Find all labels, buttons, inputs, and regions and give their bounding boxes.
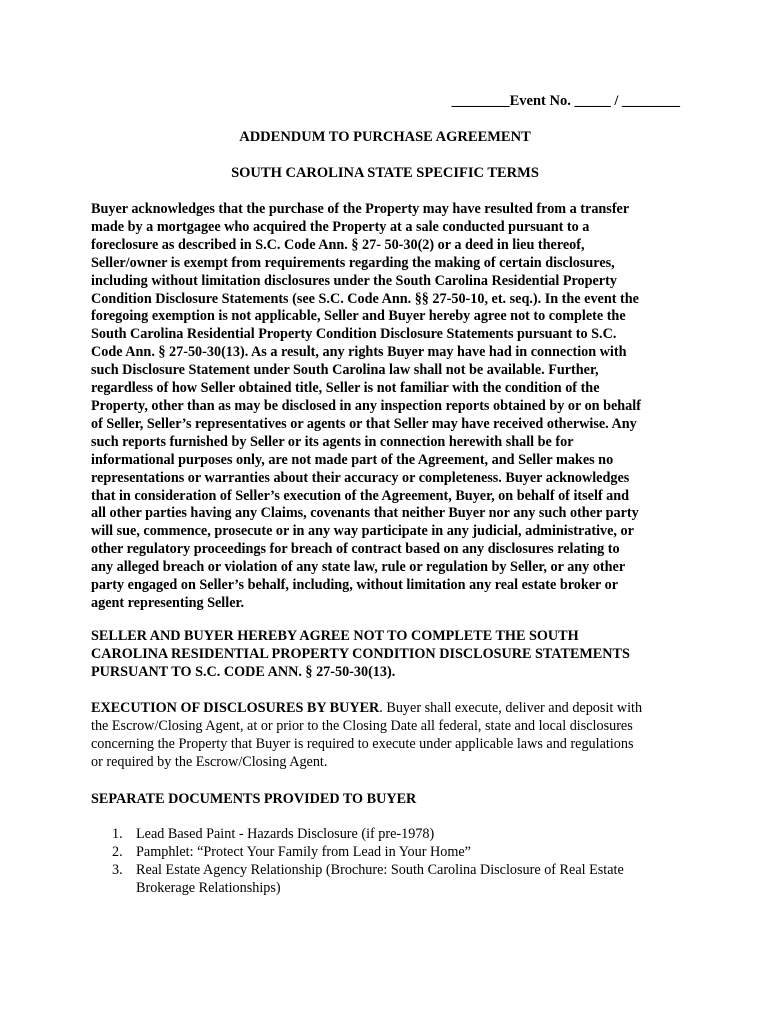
document-subtitle: SOUTH CAROLINA STATE SPECIFIC TERMS bbox=[231, 165, 539, 181]
paragraph-line: made by a mortgagee who acquired the Property at a sale conducted pursuant to a bbox=[91, 218, 590, 235]
list-item-text: Pamphlet: “Protect Your Family from Lead in Your Home” bbox=[136, 843, 471, 860]
paragraph-line: Condition Disclosure Statements (see S.C. Code Ann. §§ 27-50-10, et. seq.). In the event the bbox=[91, 290, 639, 307]
paragraph-line: Property, other than as may be disclosed in any inspection reports obtained by or on behalf bbox=[91, 397, 641, 414]
execution-text: . Buyer shall execute, deliver and deposit with bbox=[379, 700, 643, 716]
execution-heading: EXECUTION OF DISCLOSURES BY BUYER bbox=[91, 700, 380, 716]
document-title: ADDENDUM TO PURCHASE AGREEMENT bbox=[239, 129, 531, 145]
paragraph-line: such reports furnished by Seller or its agents in connection herewith shall be for bbox=[91, 433, 574, 450]
paragraph-line: concerning the Property that Buyer is required to execute under applicable laws and regulations bbox=[91, 735, 634, 752]
paragraph-line: informational purposes only, are not made part of the Agreement, and Seller makes no bbox=[91, 451, 614, 468]
list-item-text: Lead Based Paint - Hazards Disclosure (if pre-1978) bbox=[136, 826, 435, 842]
paragraph-line: Seller/owner is exempt from requirements regarding the making of certain disclosures, bbox=[91, 254, 615, 271]
paragraph-line: SELLER AND BUYER HEREBY AGREE NOT TO COMPLETE THE SOUTH bbox=[91, 628, 579, 644]
paragraph-line: representations or warranties about their accuracy or completeness. Buyer acknowledges bbox=[91, 469, 630, 486]
paragraph-line: other regulatory proceedings for breach of contract based on any disclosures relating to bbox=[91, 541, 620, 558]
paragraph-line: party engaged on Seller’s behalf, including, without limitation any real estate broker or bbox=[91, 577, 619, 594]
paragraph-line: South Carolina Residential Property Condition Disclosure Statements pursuant to S.C. bbox=[91, 326, 617, 343]
list-item-number: 1. bbox=[112, 826, 123, 842]
event-number-line: ________Event No. _____ / ________ bbox=[451, 93, 680, 109]
paragraph-line: Buyer acknowledges that the purchase of the Property may have resulted from a transfer bbox=[91, 201, 630, 217]
list-item-number: 2. bbox=[112, 843, 123, 860]
paragraph-line bbox=[91, 700, 691, 718]
paragraph-line: including without limitation disclosures under the South Carolina Residential Property bbox=[91, 272, 617, 289]
list-item bbox=[91, 844, 624, 862]
no-disclosure-agreement-paragraph bbox=[91, 628, 691, 682]
paragraph-line: such Disclosure Statement under South Carolina law shall not be available. Further, bbox=[91, 362, 599, 379]
separate-documents-list bbox=[91, 826, 624, 898]
list-item-number: 3. bbox=[112, 861, 123, 878]
paragraph-line: PURSUANT TO S.C. CODE ANN. § 27-50-30(13). bbox=[91, 663, 396, 680]
list-item-text: Real Estate Agency Relationship (Brochure: South Carolina Disclosure of Real Estate bbox=[136, 861, 624, 878]
list-item bbox=[91, 862, 624, 898]
list-item-text-continuation: Brokerage Relationships) bbox=[136, 879, 281, 896]
paragraph-line: foregoing exemption is not applicable, Seller and Buyer hereby agree not to complete the bbox=[91, 308, 626, 325]
paragraph-line: any alleged breach or violation of any state law, rule or regulation by Seller, or any other bbox=[91, 559, 626, 576]
paragraph-line: agent representing Seller. bbox=[91, 594, 245, 611]
buyer-acknowledgment-paragraph bbox=[91, 201, 691, 613]
paragraph-line: foreclosure as described in S.C. Code Ann. § 27- 50-30(2) or a deed in lieu thereof, bbox=[91, 236, 585, 253]
execution-of-disclosures-paragraph bbox=[91, 700, 691, 772]
paragraph-line: of Seller, Seller’s representatives or agents or that Seller may have received otherwise. Any bbox=[91, 415, 637, 432]
paragraph-line: or required by the Escrow/Closing Agent. bbox=[91, 753, 328, 770]
paragraph-line: regardless of how Seller obtained title, Seller is not familiar with the condition of the bbox=[91, 380, 600, 397]
paragraph-line: that in consideration of Seller’s execution of the Agreement, Buyer, on behalf of itself and bbox=[91, 487, 630, 504]
paragraph-line: CAROLINA RESIDENTIAL PROPERTY CONDITION DISCLOSURE STATEMENTS bbox=[91, 645, 630, 662]
separate-documents-heading: SEPARATE DOCUMENTS PROVIDED TO BUYER bbox=[91, 791, 417, 807]
paragraph-line: will sue, commence, prosecute or in any way participate in any judicial, administrative, or bbox=[91, 523, 634, 540]
paragraph-line: all other parties having any Claims, covenants that neither Buyer nor any such other party bbox=[91, 505, 639, 522]
list-item bbox=[91, 826, 624, 844]
paragraph-line: the Escrow/Closing Agent, at or prior to the Closing Date all federal, state and local disclosures bbox=[91, 717, 633, 734]
paragraph-line: Code Ann. § 27-50-30(13). As a result, any rights Buyer may have had in connection with bbox=[91, 344, 627, 361]
